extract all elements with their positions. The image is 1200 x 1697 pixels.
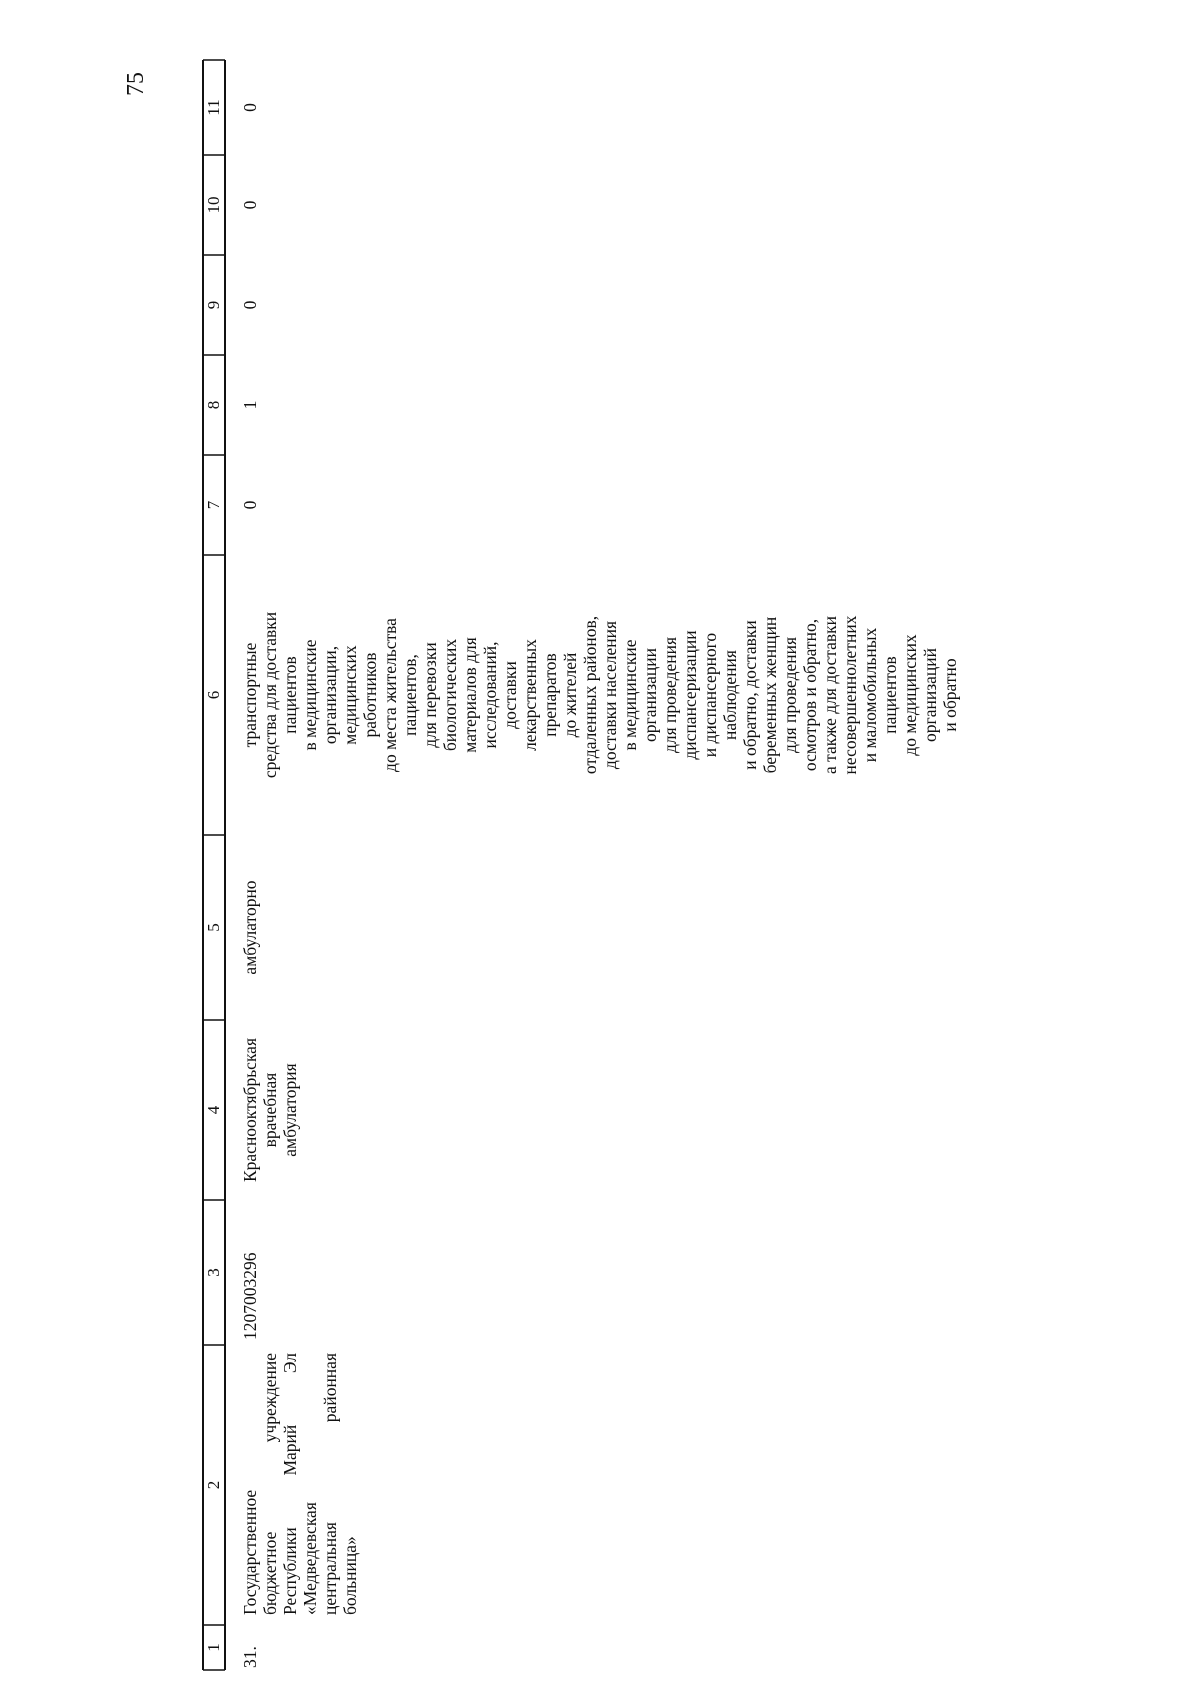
purpose-line: и обратно: [940, 658, 960, 732]
column-header-7: 7: [204, 500, 223, 510]
purpose-line: организации: [640, 648, 660, 742]
purpose-line: наблюдения: [720, 650, 740, 740]
purpose-line: беременных женщин: [760, 616, 780, 774]
purpose-line: несовершеннолетних: [840, 615, 860, 775]
column-header-1: 1: [204, 1643, 223, 1652]
purpose-line: организаций: [920, 648, 940, 742]
purpose-line: отдаленных районов,: [580, 615, 600, 775]
purpose-line: работников: [360, 652, 380, 738]
org-line-3: [280, 1353, 300, 1615]
page-number: 75: [123, 72, 149, 96]
org-word: Республики: [280, 1527, 300, 1615]
org-word: Эл: [280, 1353, 300, 1374]
org-word: Государственное: [240, 1489, 260, 1615]
purpose-line: а также для доставки: [820, 616, 840, 774]
column-header-8: 8: [204, 400, 223, 410]
subdivision-line: Краснооктябрьская: [240, 1037, 260, 1183]
org-word: центральная: [320, 1522, 340, 1615]
purpose-line: осмотров и обратно,: [800, 618, 820, 772]
subdivision-line: амбулатория: [280, 1063, 300, 1157]
inn-value: 1207003296: [240, 1252, 260, 1340]
purpose-line: до места жительства: [380, 618, 400, 772]
purpose-line: до жителей: [560, 652, 580, 738]
org-word: больница»: [340, 1536, 360, 1615]
purpose-line: и обратно, доставки: [740, 620, 760, 770]
purpose-line: доставки: [500, 661, 520, 729]
purpose-line: и диспансерного: [700, 632, 720, 758]
purpose-line: до медицинских: [900, 634, 920, 756]
org-line-2: [260, 1353, 280, 1615]
org-line-1: [240, 1353, 260, 1615]
purpose-line: для перевозки: [420, 642, 440, 748]
col7-value: 0: [240, 500, 260, 510]
purpose-line: лекарственных: [520, 639, 540, 751]
purpose-line: медицинских: [340, 645, 360, 745]
column-header-11: 11: [204, 99, 223, 116]
purpose-line: исследований,: [480, 641, 500, 749]
purpose-line: в медицинские: [300, 639, 320, 751]
org-word: бюджетное: [260, 1531, 280, 1615]
purpose-line: доставки населения: [600, 620, 620, 770]
column-header-5: 5: [204, 923, 223, 932]
purpose-line: для проведения: [660, 636, 680, 754]
purpose-line: транспортные: [240, 642, 260, 748]
column-header-6: 6: [204, 690, 223, 700]
purpose-line: пациентов,: [400, 654, 420, 736]
org-word: районная: [320, 1353, 340, 1423]
column-header-3: 3: [204, 1268, 223, 1277]
column-header-4: 4: [204, 1105, 223, 1115]
org-line-6: [340, 1353, 360, 1615]
col11-value: 0: [240, 103, 260, 112]
col10-value: 0: [240, 200, 260, 210]
purpose-line: для проведения: [780, 636, 800, 754]
column-header-9: 9: [204, 300, 223, 310]
purpose-line: организации,: [320, 645, 340, 745]
purpose-line: препаратов: [540, 653, 560, 737]
organization-name: [240, 1353, 360, 1615]
purpose-line: пациентов: [280, 656, 300, 734]
org-word: «Медведевская: [300, 1502, 320, 1615]
org-line-4: [300, 1353, 320, 1615]
table-header-row: [203, 0, 225, 1690]
purpose-line: средства для доставки: [260, 611, 280, 779]
row-number: 31.: [240, 1646, 260, 1668]
org-line-5: [320, 1353, 340, 1615]
org-word: Марий: [280, 1424, 300, 1476]
vehicle-purpose: [240, 555, 960, 835]
care-conditions: амбулаторно: [240, 880, 260, 975]
column-header-10: 10: [204, 196, 223, 214]
purpose-line: в медицинские: [620, 639, 640, 751]
purpose-line: пациентов: [880, 656, 900, 734]
purpose-line: и маломобильных: [860, 627, 880, 763]
subdivision-name: [240, 1020, 300, 1200]
purpose-line: диспансеризации: [680, 630, 700, 760]
purpose-line: материалов для: [460, 637, 480, 753]
subdivision-line: врачебная: [260, 1072, 280, 1148]
column-header-2: 2: [204, 1480, 223, 1490]
col8-value: 1: [240, 400, 260, 410]
org-word: учреждение: [260, 1353, 280, 1443]
purpose-line: биологических: [440, 638, 460, 752]
col9-value: 0: [240, 300, 260, 310]
